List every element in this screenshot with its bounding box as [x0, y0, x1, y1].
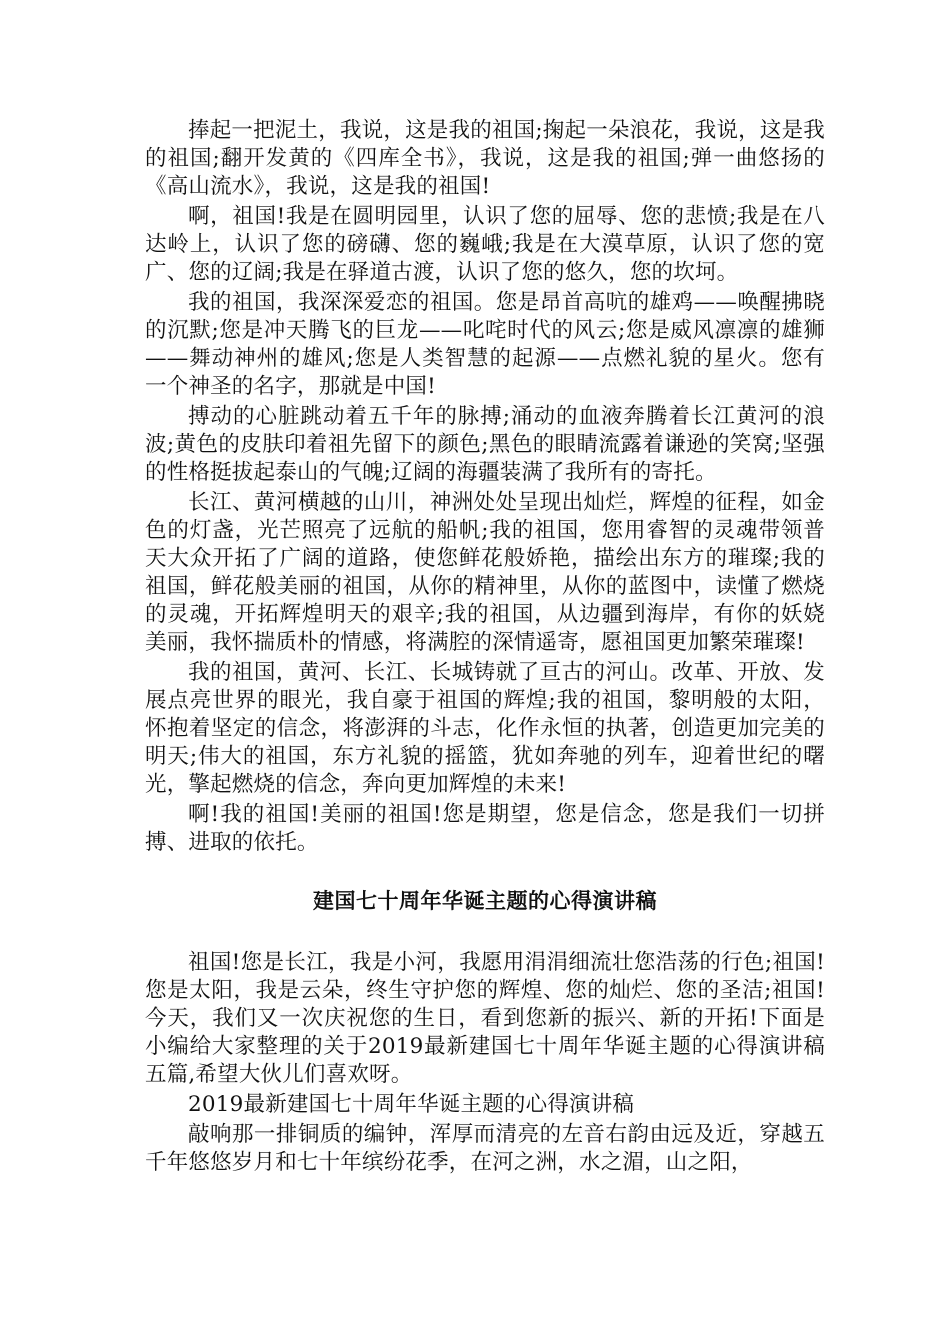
- body-paragraph: 祖国!您是长江，我是小河，我愿用涓涓细流壮您浩荡的行色;祖国!您是太阳，我是云朵，终生守护您的辉煌、您的灿烂、您的圣洁;祖国!今天，我们又一次庆祝您的生日，看到您新的振兴、新的开拓!下面是小编给大家整理的关于2019最新建国七十周年华诞主题的心得演讲稿五篇,希望大伙儿们喜欢呀。: [145, 950, 825, 1087]
- body-paragraph: 我的祖国，我深深爱恋的祖国。您是昂首高吭的雄鸡——唤醒拂晓的沉默;您是冲天腾飞的巨龙——叱咤时代的风云;您是威风凛凛的雄狮——舞动神州的雄风;您是人类智慧的起源——点燃礼貌的星火。您有一个神圣的名字，那就是中国!: [145, 290, 825, 399]
- subtitle-line: 2019最新建国七十周年华诞主题的心得演讲稿: [188, 1092, 635, 1117]
- body-paragraph: 搏动的心脏跳动着五千年的脉搏;涌动的血液奔腾着长江黄河的浪波;黄色的皮肤印着祖先留下的颜色;黑色的眼睛流露着谦逊的笑窝;坚强的性格挺拔起泰山的气魄;辽阔的海疆装满了我所有的寄托。: [145, 404, 825, 485]
- body-paragraph: 敲响那一排铜质的编钟，浑厚而清亮的左音右韵由远及近，穿越五千年悠悠岁月和七十年缤纷花季，在河之洲，水之湄，山之阳，: [145, 1122, 825, 1175]
- document-page: [145, 117, 825, 1179]
- body-paragraph: 捧起一把泥土，我说，这是我的祖国;掬起一朵浪花，我说，这是我的祖国;翻开发黄的《四库全书》，我说，这是我的祖国;弹一曲悠扬的《高山流水》，我说，这是我的祖国!: [145, 118, 825, 199]
- body-paragraph: 啊，祖国!我是在圆明园里，认识了您的屈辱、您的悲愤;我是在八达岭上，认识了您的磅礴、您的巍峨;我是在大漠草原，认识了您的宽广、您的辽阔;我是在驿道古渡，认识了您的悠久，您的坎坷。: [145, 204, 825, 285]
- body-paragraph: 长江、黄河横越的山川，神洲处处呈现出灿烂，辉煌的征程，如金色的灯盏，光芒照亮了远航的船帆;我的祖国，您用睿智的灵魂带领普天大众开拓了广阔的道路，使您鲜花般娇艳，描绘出东方的璀璨;我的祖国，鲜花般美丽的祖国，从你的精神里，从你的蓝图中，读懂了燃烧的灵魂，开拓辉煌明天的艰辛;我的祖国，从边疆到海岸，有你的妖娆美丽，我怀揣质朴的情感，将满腔的深情遥寄，愿祖国更加繁荣璀璨!: [145, 490, 825, 655]
- section-heading: 建国七十周年华诞主题的心得演讲稿: [313, 889, 657, 913]
- body-paragraph: 我的祖国，黄河、长江、长城铸就了亘古的河山。改革、开放、发展点亮世界的眼光，我自豪于祖国的辉煌;我的祖国，黎明般的太阳，怀抱着坚定的信念，将澎湃的斗志，化作永恒的执著，创造更加完美的明天;伟大的祖国，东方礼貌的摇篮，犹如奔驰的列车，迎着世纪的曙光，擎起燃烧的信念，奔向更加辉煌的未来!: [145, 660, 825, 797]
- body-paragraph: 啊!我的祖国!美丽的祖国!您是期望，您是信念，您是我们一切拼搏、进取的依托。: [145, 802, 825, 855]
